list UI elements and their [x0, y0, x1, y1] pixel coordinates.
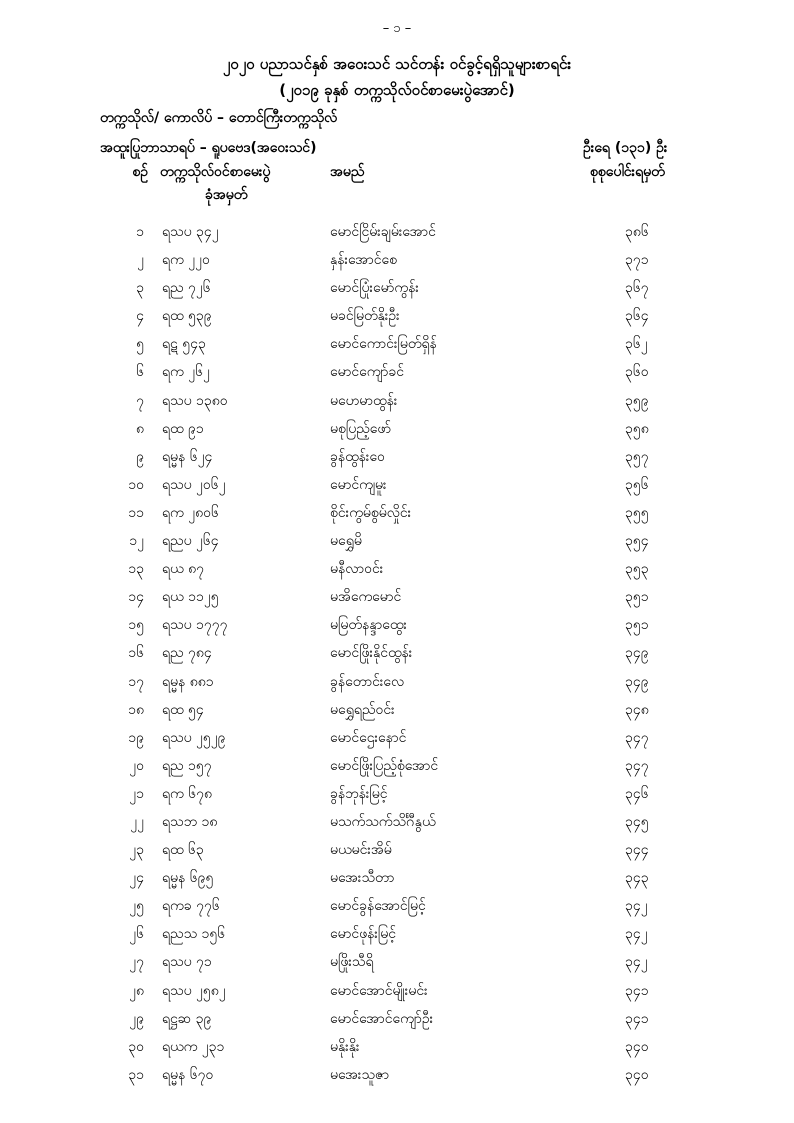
- row-marks: ၃၄၃: [625, 870, 649, 887]
- row-roll-number: ရထ ၆၃: [162, 842, 204, 859]
- row-name: မနိုးနိုး: [330, 1038, 360, 1055]
- row-serial: ၁၂: [129, 533, 144, 550]
- table-row: [0, 812, 794, 840]
- table-row: [0, 447, 794, 475]
- row-marks: ၃၆၄: [625, 308, 649, 325]
- row-name: ခွန်ဘုန်းမြင့်: [330, 785, 388, 802]
- row-marks: ၃၆၇: [625, 280, 649, 297]
- university-line: တက္ကသိုလ်/ ကောလိပ် – တောင်ကြီးတက္ကသိုလ်: [100, 110, 338, 126]
- row-name: မအိကေမောင်: [330, 589, 402, 606]
- row-name: မအေးသီတာ: [330, 870, 395, 887]
- row-name: မောင်ဖြိုးပြည့်စုံအောင်: [330, 757, 439, 774]
- row-name: မောင်ခွန်အောင်မြင့်: [330, 898, 426, 915]
- row-name: မခင်မြတ်နိုးဦး: [330, 308, 400, 325]
- row-name: မောင်အောင်ကျော်ဦး: [330, 1010, 434, 1027]
- table-row: [0, 672, 794, 700]
- row-marks: ၃၅၄: [625, 533, 649, 550]
- row-roll-number: ရကခ ၇၇၆: [162, 898, 220, 915]
- row-roll-number: ရသပ ၂၅၈၂: [162, 982, 226, 999]
- row-roll-number: ရယ ၈၇: [162, 561, 204, 578]
- row-serial: ၁၆: [128, 645, 144, 662]
- row-serial: ၂: [137, 252, 144, 269]
- row-roll-number: ရမ္မန ၆၇၀: [162, 1066, 214, 1083]
- table-row: [0, 981, 794, 1009]
- row-marks: ၃၄၇: [625, 757, 649, 774]
- row-name: မရွှေရည်ဝင်း: [330, 701, 395, 718]
- column-header-name: အမည်: [330, 164, 365, 180]
- row-marks: ၃၄၈: [625, 701, 649, 718]
- row-name: မောင်ဖြိုးနိုင်ထွန်း: [330, 645, 413, 662]
- column-header-marks: စုစုပေါင်းရမှတ်: [590, 164, 665, 180]
- row-serial: ၂၆: [129, 926, 144, 943]
- row-marks: ၃၄၄: [625, 842, 649, 859]
- table-row: [0, 222, 794, 250]
- row-name: မောင်ကျမူး: [330, 476, 387, 493]
- row-roll-number: ရက ၂၆၂: [162, 364, 210, 381]
- column-header-serial: စဉ်: [132, 164, 148, 180]
- table-row: [0, 531, 794, 559]
- row-name: မောင်ကျော်ခင်: [330, 364, 405, 381]
- page-number: – ၁ –: [382, 21, 412, 36]
- row-serial: ၂၄: [129, 870, 144, 887]
- row-serial: ၂၈: [129, 982, 144, 999]
- row-marks: ၃၈၆: [625, 224, 649, 240]
- table-row: [0, 868, 794, 896]
- row-roll-number: ရယက ၂၃၁: [162, 1038, 225, 1055]
- row-serial: ၉: [136, 448, 144, 465]
- table-row: [0, 559, 794, 587]
- row-marks: ၃၅၅: [625, 504, 649, 521]
- table-row: [0, 700, 794, 728]
- row-name: မယမင်းအိမ်: [330, 842, 392, 859]
- document-title: ၂၀၂၀ ပညာသင်နှစ် အဝေးသင် သင်တန်း ဝင်ခွင့်ရရှိသူများစာရင်း: [222, 55, 572, 73]
- student-list: [0, 222, 794, 1093]
- row-marks: ၃၆၂: [625, 336, 648, 353]
- row-roll-number: ရညပ ၂၆၄: [162, 533, 219, 550]
- row-roll-number: ရက ၆၇၈: [162, 785, 212, 802]
- row-marks: ၃၄၇: [625, 729, 649, 746]
- row-serial: ၁၇: [128, 673, 144, 690]
- row-serial: ၁၄: [128, 589, 144, 606]
- row-name: မစုပြည့်ဖော်: [330, 420, 392, 437]
- table-row: [0, 756, 794, 784]
- row-roll-number: ရက ၂၈၀၆: [162, 504, 219, 521]
- row-serial: ၇: [136, 392, 144, 409]
- table-row: [0, 334, 794, 362]
- row-marks: ၃၅၆: [625, 476, 649, 493]
- row-roll-number: ရမ္မန ၆၂၄: [162, 448, 213, 465]
- row-marks: ၃၆၀: [625, 364, 649, 381]
- row-marks: ၃၄၅: [625, 813, 649, 830]
- row-name: မောင်အောင်မျိုးမင်း: [330, 982, 428, 999]
- row-marks: ၃၅၇: [625, 448, 649, 465]
- row-serial: ၁၁: [128, 504, 144, 521]
- row-name: မနီလာဝင်း: [330, 561, 384, 578]
- major-line: အထူးပြုဘာသာရပ် – ရူပဗေဒ(အဝေးသင်): [100, 140, 317, 156]
- column-header-roll-line2: ခုံအမှတ်: [205, 187, 248, 203]
- row-serial: ၁၅: [128, 617, 144, 634]
- row-marks: ၃၅၁: [625, 617, 649, 634]
- row-serial: ၄: [136, 308, 144, 325]
- table-row: [0, 306, 794, 334]
- table-row: [0, 391, 794, 419]
- row-serial: ၂၀: [129, 757, 144, 774]
- row-marks: ၃၅၁: [625, 589, 649, 606]
- row-roll-number: ရမ္မန ၈၈၁: [162, 673, 214, 690]
- table-row: [0, 952, 794, 980]
- table-row: [0, 278, 794, 306]
- row-roll-number: ရက ၂၂၀: [162, 252, 210, 269]
- row-serial: ၁၉: [128, 729, 144, 746]
- row-marks: ၃၇၁: [625, 252, 649, 269]
- row-serial: ၃၀: [128, 1038, 144, 1055]
- row-roll-number: ရည ၇၂၆: [162, 280, 211, 297]
- row-roll-number: ရသပ ၁၃၈၀: [162, 392, 228, 409]
- total-count: ဦးရေ (၁၃၁) ဦး: [583, 140, 668, 156]
- row-roll-number: ရထ ၅၄: [162, 701, 204, 718]
- row-roll-number: ရသဘ ၁၈: [162, 813, 218, 830]
- row-serial: ၂၂: [130, 813, 144, 830]
- table-row: [0, 1009, 794, 1037]
- row-marks: ၃၄၉: [625, 673, 649, 690]
- table-row: [0, 784, 794, 812]
- row-serial: ၁: [136, 224, 144, 240]
- table-row: [0, 840, 794, 868]
- row-roll-number: ရထ ၉၁: [162, 420, 204, 437]
- row-roll-number: ရထ ၅၃၉: [162, 308, 212, 325]
- row-name: မောင်ငြိမ်းချမ်းအောင်: [330, 224, 436, 240]
- table-row: [0, 362, 794, 390]
- row-marks: ၃၄၁: [625, 982, 649, 999]
- row-roll-number: ရညသ ၁၅၆: [162, 926, 226, 943]
- row-marks: ၃၄၂: [625, 954, 648, 971]
- row-serial: ၂၇: [129, 954, 144, 971]
- table-row: [0, 419, 794, 447]
- row-roll-number: ရယ ၁၁၂၅: [162, 589, 219, 606]
- row-serial: ၁၃: [128, 561, 144, 578]
- row-name: စိုင်းကွမ်စွမ်လှိုင်း: [330, 504, 412, 521]
- row-serial: ၆: [136, 364, 144, 381]
- row-name: ခွန်ထွန်းဝေ: [330, 448, 385, 465]
- row-serial: ၁၀: [128, 476, 144, 493]
- row-serial: ၃၁: [128, 1066, 144, 1083]
- document-subtitle: (၂၀၁၉ ခုနှစ် တက္ကသိုလ်ဝင်စာမေးပွဲအောင်): [279, 81, 515, 99]
- row-roll-number: ရည ၇၈၄: [162, 645, 212, 662]
- row-name: မောင်ပြုံးမော်ကွန်း: [330, 280, 419, 297]
- row-roll-number: ရဋ္ဌဆ ၃၉: [162, 1010, 212, 1027]
- column-header-roll: တက္ကသိုလ်ဝင်စာမေးပွဲ: [160, 164, 271, 180]
- row-marks: ၃၄၂: [625, 926, 648, 943]
- row-serial: ၈: [136, 420, 144, 437]
- row-name: နှန်းအောင်စေ: [330, 252, 397, 269]
- row-name: မဖြိုးသီရိ: [330, 954, 374, 971]
- row-marks: ၃၅၉: [625, 392, 649, 409]
- row-marks: ၃၄၆: [625, 785, 649, 802]
- row-marks: ၃၄၂: [625, 898, 648, 915]
- table-row: [0, 1065, 794, 1093]
- table-row: [0, 728, 794, 756]
- table-row: [0, 475, 794, 503]
- table-row: [0, 615, 794, 643]
- row-roll-number: ရသပ ၂၀၆၂: [162, 476, 226, 493]
- row-marks: ၃၅၈: [625, 420, 649, 437]
- table-row: [0, 250, 794, 278]
- row-name: မသက်သက်သိင်္ဂီနွယ်: [330, 813, 436, 830]
- row-serial: ၁၈: [128, 701, 144, 718]
- row-roll-number: ရသပ ၁၇၇၇: [162, 617, 228, 634]
- table-row: [0, 503, 794, 531]
- table-row: [0, 643, 794, 671]
- row-marks: ၃၄၉: [625, 645, 649, 662]
- row-name: မဟေမာထွန်း: [330, 392, 398, 409]
- row-roll-number: ရသပ ၇၁: [162, 954, 212, 971]
- row-roll-number: ရမ္မန ၆၉၅: [162, 870, 214, 887]
- row-serial: ၅: [136, 336, 144, 353]
- row-name: မောင်ကောင်းမြတ်ရှိန်: [330, 336, 437, 353]
- row-marks: ၃၄၀: [625, 1066, 649, 1083]
- row-name: မရွှေမိ: [330, 533, 362, 550]
- table-row: [0, 1037, 794, 1065]
- table-row: [0, 896, 794, 924]
- row-serial: ၂၃: [129, 842, 144, 859]
- row-serial: ၂၉: [129, 1010, 144, 1027]
- row-roll-number: ရည ၁၅၇: [162, 757, 212, 774]
- row-name: မအေးသူဇာ: [330, 1066, 390, 1083]
- row-serial: ၂၅: [129, 898, 144, 915]
- row-marks: ၃၄၀: [625, 1038, 649, 1055]
- row-roll-number: ရသပ ၃၄၂: [162, 224, 219, 240]
- row-serial: ၃: [136, 280, 144, 297]
- row-serial: ၂၁: [129, 785, 144, 802]
- table-row: [0, 924, 794, 952]
- row-marks: ၃၅၃: [625, 561, 649, 578]
- row-name: မောင်ဖုန်းမြင့်: [330, 926, 397, 943]
- row-roll-number: ရသပ ၂၅၂၉: [162, 729, 226, 746]
- row-marks: ၃၄၁: [625, 1010, 649, 1027]
- table-row: [0, 587, 794, 615]
- row-roll-number: ရဋ ၅၄၃: [162, 336, 206, 353]
- row-name: မောင်ဌေးနောင်: [330, 729, 407, 746]
- row-name: မမြတ်နန္ဒာထွေး: [330, 617, 407, 634]
- row-name: ခွန်တောင်းလေ: [330, 673, 405, 690]
